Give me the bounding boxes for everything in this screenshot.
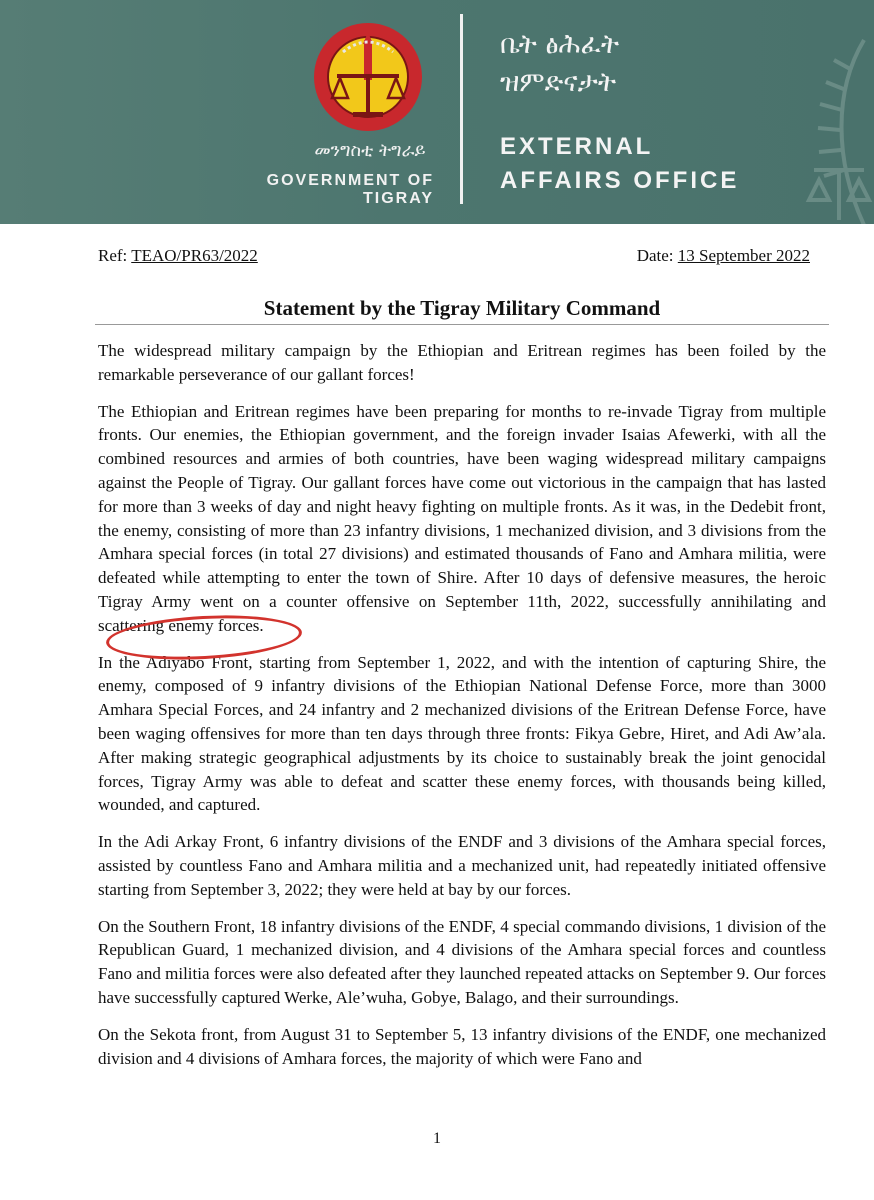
header-divider xyxy=(460,14,463,204)
document-date xyxy=(637,246,810,266)
reference-label: Ref: xyxy=(98,246,128,265)
statement-title: Statement by the Tigray Military Command xyxy=(263,296,661,320)
paragraph: The Ethiopian and Eritrean regimes have been preparing for months to re-invade Tigray from multiple fronts. Our enemies, the Ethiopian government, and the foreign invader Isaias Afewerki, with all the combined resources and armies of both countries, have been waging widespread military campaigns against the People of Tigray. Our gallant forces have come out victorious in the campaign that has lasted for more than 3 weeks of day and night heavy fighting on multiple fronts. As it was, in the Dedebit front, the enemy, consisting of more than 23 infantry divisions, 1 mechanized division, and 3 divisions from the Amhara special forces (in total 27 divisions) and estimated thousands of Fano and Amhara militia, were defeated while attempting to enter the town of Shire. After 10 days of defensive measures, the heroic Tigray Army went on a counter offensive on September 11th, 2022, successfully annihilating and scattering enemy forces. xyxy=(98,401,826,635)
reference-number xyxy=(98,246,258,266)
office-english-line-1: EXTERNAL xyxy=(500,133,654,160)
paragraph: On the Sekota front, from August 31 to September 5, 13 infantry divisions of the ENDF, one mechanized division and 4 divisions of Amhara forces, the majority of which were Fano and xyxy=(98,1024,826,1068)
date-label: Date: xyxy=(636,246,678,265)
paragraph: On the Southern Front, 18 infantry divisions of the ENDF, 4 special commando divisions, 1 division of the Republican Guard, 1 mechanized division, and 4 divisions of the Amhara special forces and countless Fano and militia forces were also defeated after they launched repeated attacks on September 9. Our forces have successfully captured Werke, Ale’wuha, Gobye, Balago, and their surroundings. xyxy=(98,916,826,1007)
paragraph: In the Adiyabo Front, starting from September 1, 2022, and with the intention of capturing Shire, the enemy, composed of 9 infantry divisions of the Ethiopian National Defense Force, more than 3000 Amhara Special Forces, and 24 infantry and 2 mechanized divisions of the Eritrean Defense Force, have been waging offensives for more than ten days through three fronts: Fikya Gebre, Hiret, and Adi Aw’ala. After making strategic geographical adjustments by its choice to sustainably break the joint genocidal forces, Tigray Army was able to defeat and scatter these enemy forces, with thousands being killed, wounded, and captured. xyxy=(98,652,826,815)
paragraph: In the Adi Arkay Front, 6 infantry divisions of the ENDF and 3 divisions of the Amhara special forces, assisted by countless Fano and Amhara militia and a mechanized unit, had repeatedly initiated offensive starting from September 3, 2022; they were held at bay by our forces. xyxy=(98,832,826,899)
page-number: 1 xyxy=(433,1130,441,1147)
office-amharic-line-2: ዝምድናታት xyxy=(500,67,617,98)
government-name-english: GOVERNMENT OF TIGRAY xyxy=(266,172,434,207)
government-name-amharic: መንግስቲ ትግራይ xyxy=(314,140,426,161)
office-amharic-line-1: ቤት ፅሕፈት xyxy=(500,29,620,60)
paragraph: The widespread military campaign by the Ethiopian and Eritrean regimes has been foiled by the remarkable perseverance of our gallant forces! xyxy=(98,341,826,384)
office-name-english xyxy=(500,130,740,198)
statement-body xyxy=(98,339,826,1083)
wheat-scales-watermark-icon xyxy=(774,30,874,224)
title-rule xyxy=(95,324,829,325)
date-value: 13 September 2022 xyxy=(677,246,810,265)
office-name-amharic xyxy=(500,26,720,102)
reference-value: TEAO/PR63/2022 xyxy=(131,246,258,265)
government-of-tigray-emblem-icon xyxy=(313,22,423,132)
letterhead-banner xyxy=(0,0,874,224)
office-english-line-2: AFFAIRS OFFICE xyxy=(500,167,740,194)
